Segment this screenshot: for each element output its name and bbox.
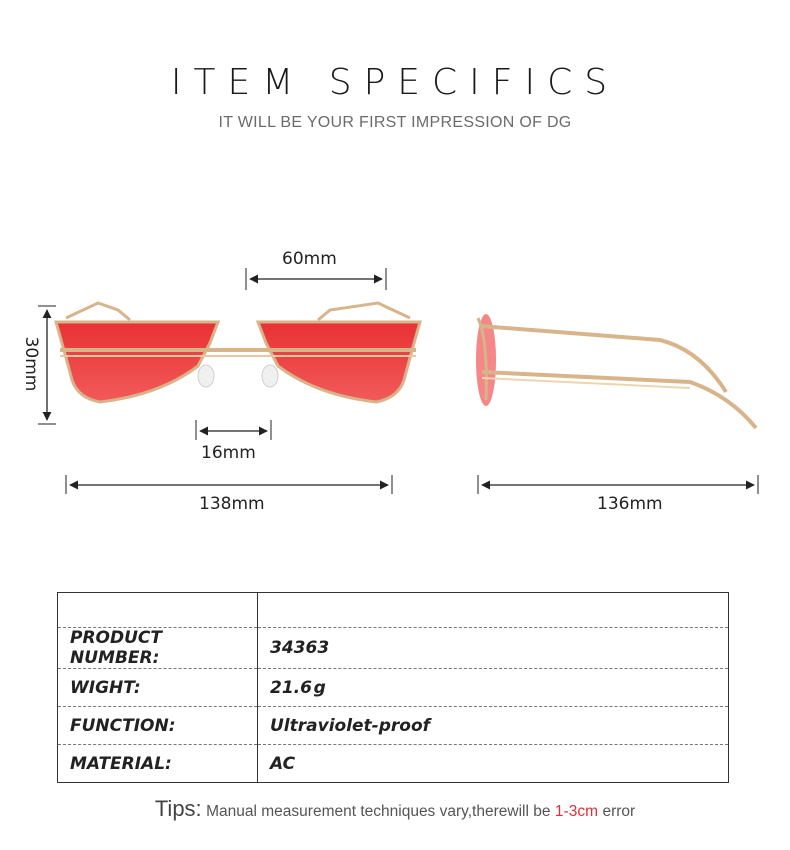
left-nose-pad	[198, 365, 214, 387]
lens-width-label: 60mm	[282, 249, 337, 269]
tips-body: Manual measurement techniques vary,therewill be	[206, 803, 551, 820]
specs-table	[57, 592, 729, 783]
side-view-glasses	[476, 314, 756, 428]
tips-note	[0, 796, 790, 822]
lens-height-label: 30mm	[21, 336, 41, 392]
tips-heading: Tips:	[154, 796, 202, 821]
tips-tail: error	[602, 803, 636, 820]
right-temple-tip	[318, 303, 410, 320]
table-row	[58, 707, 729, 745]
dimension-temple-length	[478, 475, 758, 494]
bridge-label: 16mm	[201, 443, 256, 463]
front-view-glasses	[56, 303, 420, 402]
left-temple-tip	[66, 303, 130, 320]
right-nose-pad	[262, 365, 278, 387]
spec-label: MATERIAL:	[58, 745, 258, 783]
spec-label: PRODUCT NUMBER:	[58, 628, 258, 669]
spec-value: AC	[270, 753, 296, 774]
dimension-lens-width	[246, 268, 386, 290]
spec-value: 21.6 g	[258, 669, 729, 707]
left-lens	[56, 322, 218, 402]
table-row	[58, 593, 729, 628]
spec-value: Ultraviolet-proof	[258, 707, 729, 745]
table-row	[58, 669, 729, 707]
dimension-bridge	[196, 420, 271, 440]
spec-label: WIGHT:	[58, 669, 258, 707]
temple-length-label: 136mm	[597, 494, 663, 514]
page-title: ITEM SPECIFICS	[170, 62, 620, 103]
spec-label: FUNCTION:	[58, 707, 258, 745]
table-row	[58, 628, 729, 669]
right-lens	[258, 322, 420, 402]
spec-value: 34363	[258, 628, 729, 669]
page-subtitle: IT WILL BE YOUR FIRST IMPRESSION OF DG	[218, 114, 572, 131]
dimension-frame-width	[66, 475, 392, 494]
tips-range: 1-3cm	[554, 803, 598, 820]
table-row	[58, 745, 729, 783]
frame-width-label: 138mm	[199, 494, 265, 514]
